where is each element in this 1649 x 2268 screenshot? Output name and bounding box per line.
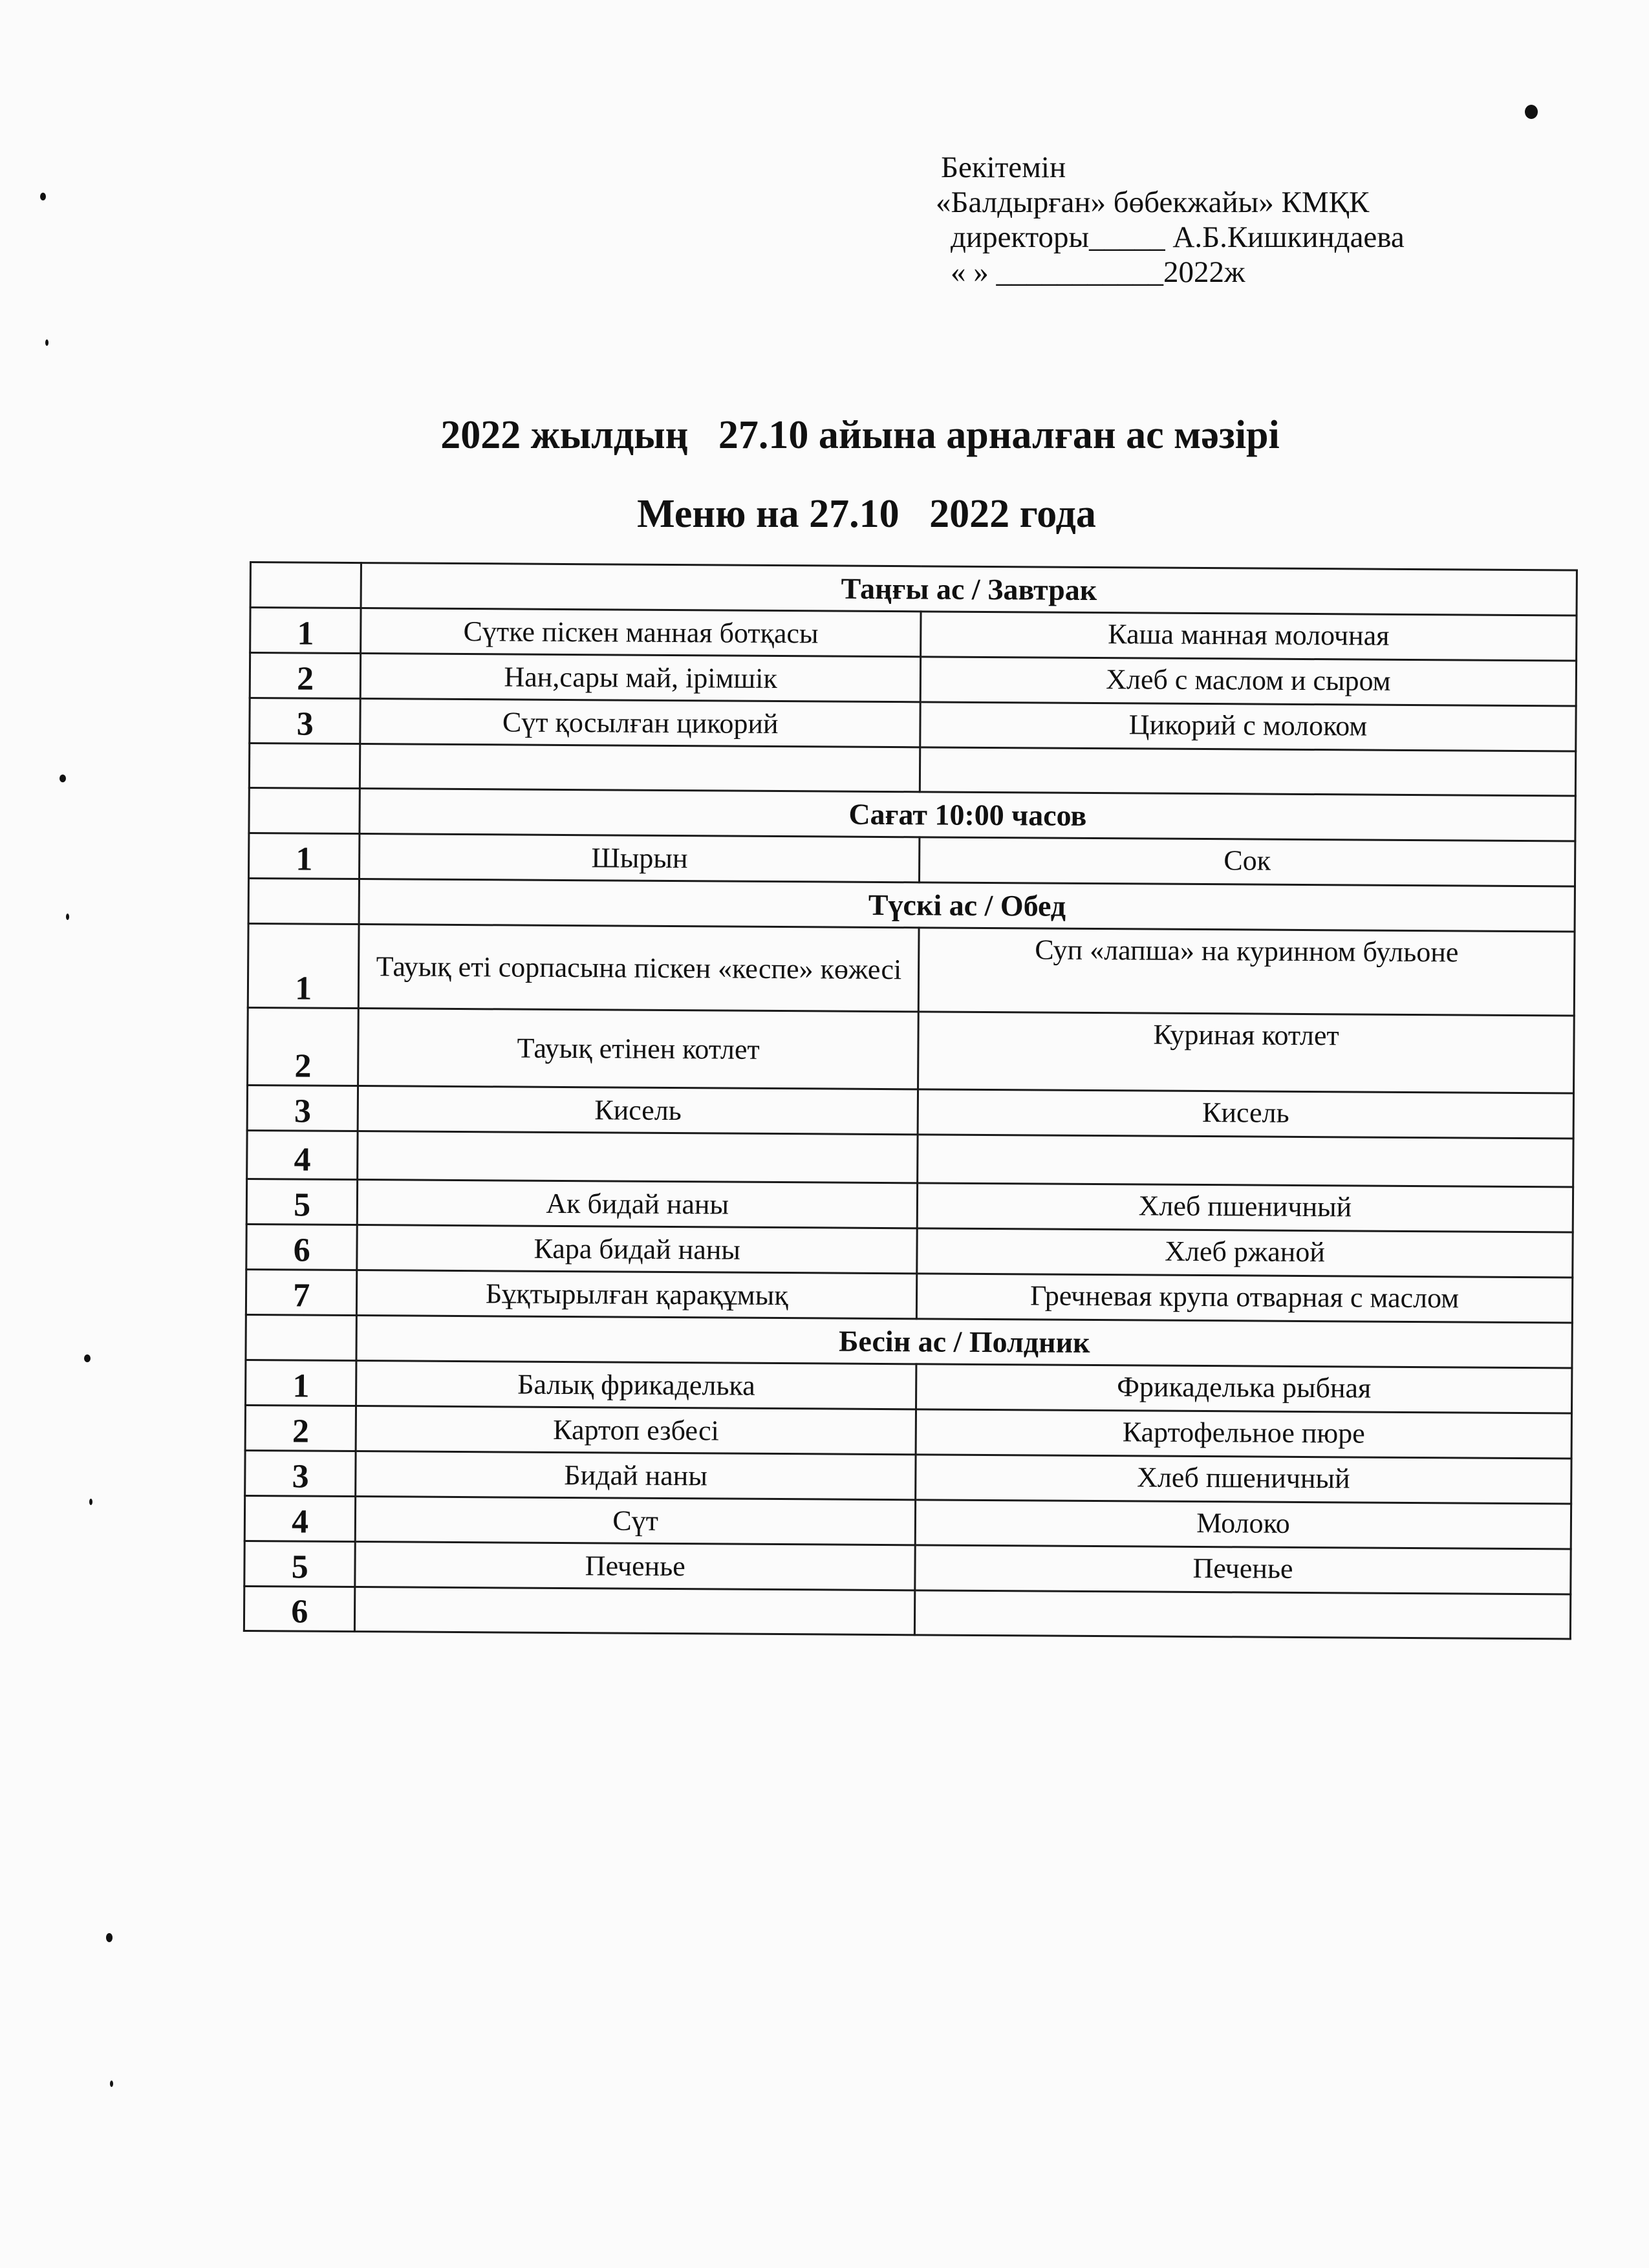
dish-kazakh [360,744,920,792]
dish-russian: Картофельное пюре [916,1409,1571,1459]
row-number: 2 [248,1007,359,1086]
scan-speck [89,1499,92,1505]
row-number: 1 [249,833,360,879]
dish-russian: Хлеб ржаной [917,1228,1573,1278]
section-title: Сағат 10:00 часов [360,789,1575,841]
row-number: 4 [247,1130,358,1179]
row-number: 1 [250,608,361,654]
dish-russian: Фрикаделька рыбная [916,1364,1572,1413]
dish-kazakh: Нан,сары май, ірімшік [361,654,921,702]
dish-kazakh: Балық фрикаделька [356,1361,916,1409]
dish-russian: Цикорий с молоком [920,702,1576,751]
dish-kazakh: Ак бидай наны [358,1180,918,1228]
approval-block [936,150,1405,290]
menu-row [245,1450,1571,1504]
row-number: 3 [250,698,361,744]
dish-kazakh [358,1131,918,1183]
dish-kazakh: Кара бидай наны [357,1225,917,1274]
row-number: 3 [247,1085,358,1131]
scan-speck [66,914,69,920]
menu-row [247,1085,1573,1139]
scan-speck [1525,105,1538,119]
section-number-cell [248,879,360,925]
dish-russian: Печенье [915,1545,1571,1594]
dish-kazakh: Шырын [360,834,920,883]
dish-russian: Суп «лапша» на куринном бульоне [918,928,1575,1016]
menu-table [243,561,1578,1640]
menu-row [246,1179,1573,1232]
dish-russian: Хлеб с маслом и сыром [920,657,1576,706]
title-russian: Меню на 27.10 2022 года [637,492,1096,536]
section-title: Таңғы ас / Завтрак [361,563,1577,615]
menu-row [250,698,1576,752]
dish-russian: Хлеб пшеничный [916,1455,1571,1504]
scan-speck [106,1933,113,1942]
dish-kazakh: Тауық етінен котлет [358,1009,918,1089]
section-number-cell [249,788,360,834]
dish-kazakh: Сүтке піскен манная ботқасы [361,608,921,657]
dish-russian: Куриная котлет [918,1012,1575,1093]
section-title: Бесін ас / Полдник [356,1316,1572,1368]
dish-kazakh: Тауық еті сорпасына піскен «кеспе» көжесі [359,925,919,1012]
menu-row [244,1586,1570,1639]
menu-row [250,608,1577,661]
menu-row [246,1269,1572,1323]
row-number: 4 [244,1495,356,1541]
scan-speck [84,1354,91,1362]
section-number-cell [246,1314,357,1360]
empty-row [249,744,1575,797]
menu-row [244,1541,1571,1594]
approval-line-2: «Балдырған» бөбекжайы» КМҚК [936,186,1370,219]
row-number [249,744,360,789]
dish-russian: Гречневая крупа отварная с маслом [916,1274,1572,1323]
section-header-row [250,562,1577,616]
dish-kazakh: Картоп езбесі [356,1406,916,1455]
menu-row [248,1007,1575,1093]
dish-russian [920,747,1575,796]
dish-russian: Сок [920,837,1575,886]
scan-speck [110,2081,113,2087]
scan-speck [45,339,48,346]
scan-speck [59,775,66,782]
approval-line-3: директоры_____ А.Б.Кишкиндаева [951,220,1405,254]
row-number: 2 [250,653,361,699]
section-header-row [246,1314,1572,1368]
row-number: 5 [246,1179,358,1225]
scan-speck [40,193,46,200]
menu-row [246,1360,1572,1413]
dish-russian: Каша манная молочная [921,612,1577,661]
menu-row [250,653,1576,707]
approval-line-1: Бекітемін [941,151,1066,184]
dish-kazakh: Кисель [358,1086,918,1135]
row-number: 5 [244,1541,356,1587]
dish-kazakh: Бидай наны [356,1451,916,1500]
row-number: 6 [244,1586,355,1631]
section-header-row [249,788,1575,842]
menu-row [244,1495,1571,1549]
dish-russian: Хлеб пшеничный [917,1183,1573,1232]
row-number: 1 [248,923,359,1008]
menu-row [249,833,1575,887]
dish-kazakh: Сүт [356,1497,916,1545]
dish-kazakh: Сүт қосылған цикорий [360,699,920,747]
dish-kazakh: Бұқтырылған қарақұмық [357,1270,917,1319]
menu-row [248,923,1575,1016]
dish-kazakh: Печенье [355,1542,915,1590]
section-title: Түскі ас / Обед [360,879,1575,932]
title-kazakh: 2022 жылдың 27.10 айына арналған ас мәзірі [440,413,1280,457]
row-number: 2 [245,1405,356,1451]
dish-russian [918,1135,1573,1187]
row-number: 1 [246,1360,357,1406]
menu-row [247,1130,1573,1187]
section-header-row [248,879,1575,932]
dish-russian: Кисель [918,1089,1573,1139]
section-number-cell [250,562,361,608]
dish-russian [914,1590,1570,1639]
menu-row [245,1405,1571,1459]
dish-kazakh [355,1587,915,1635]
menu-row [246,1224,1573,1278]
row-number: 7 [246,1269,357,1315]
approval-line-4: « » ___________2022ж [951,255,1245,289]
row-number: 6 [246,1224,358,1270]
dish-russian: Молоко [915,1500,1571,1549]
row-number: 3 [245,1450,356,1496]
